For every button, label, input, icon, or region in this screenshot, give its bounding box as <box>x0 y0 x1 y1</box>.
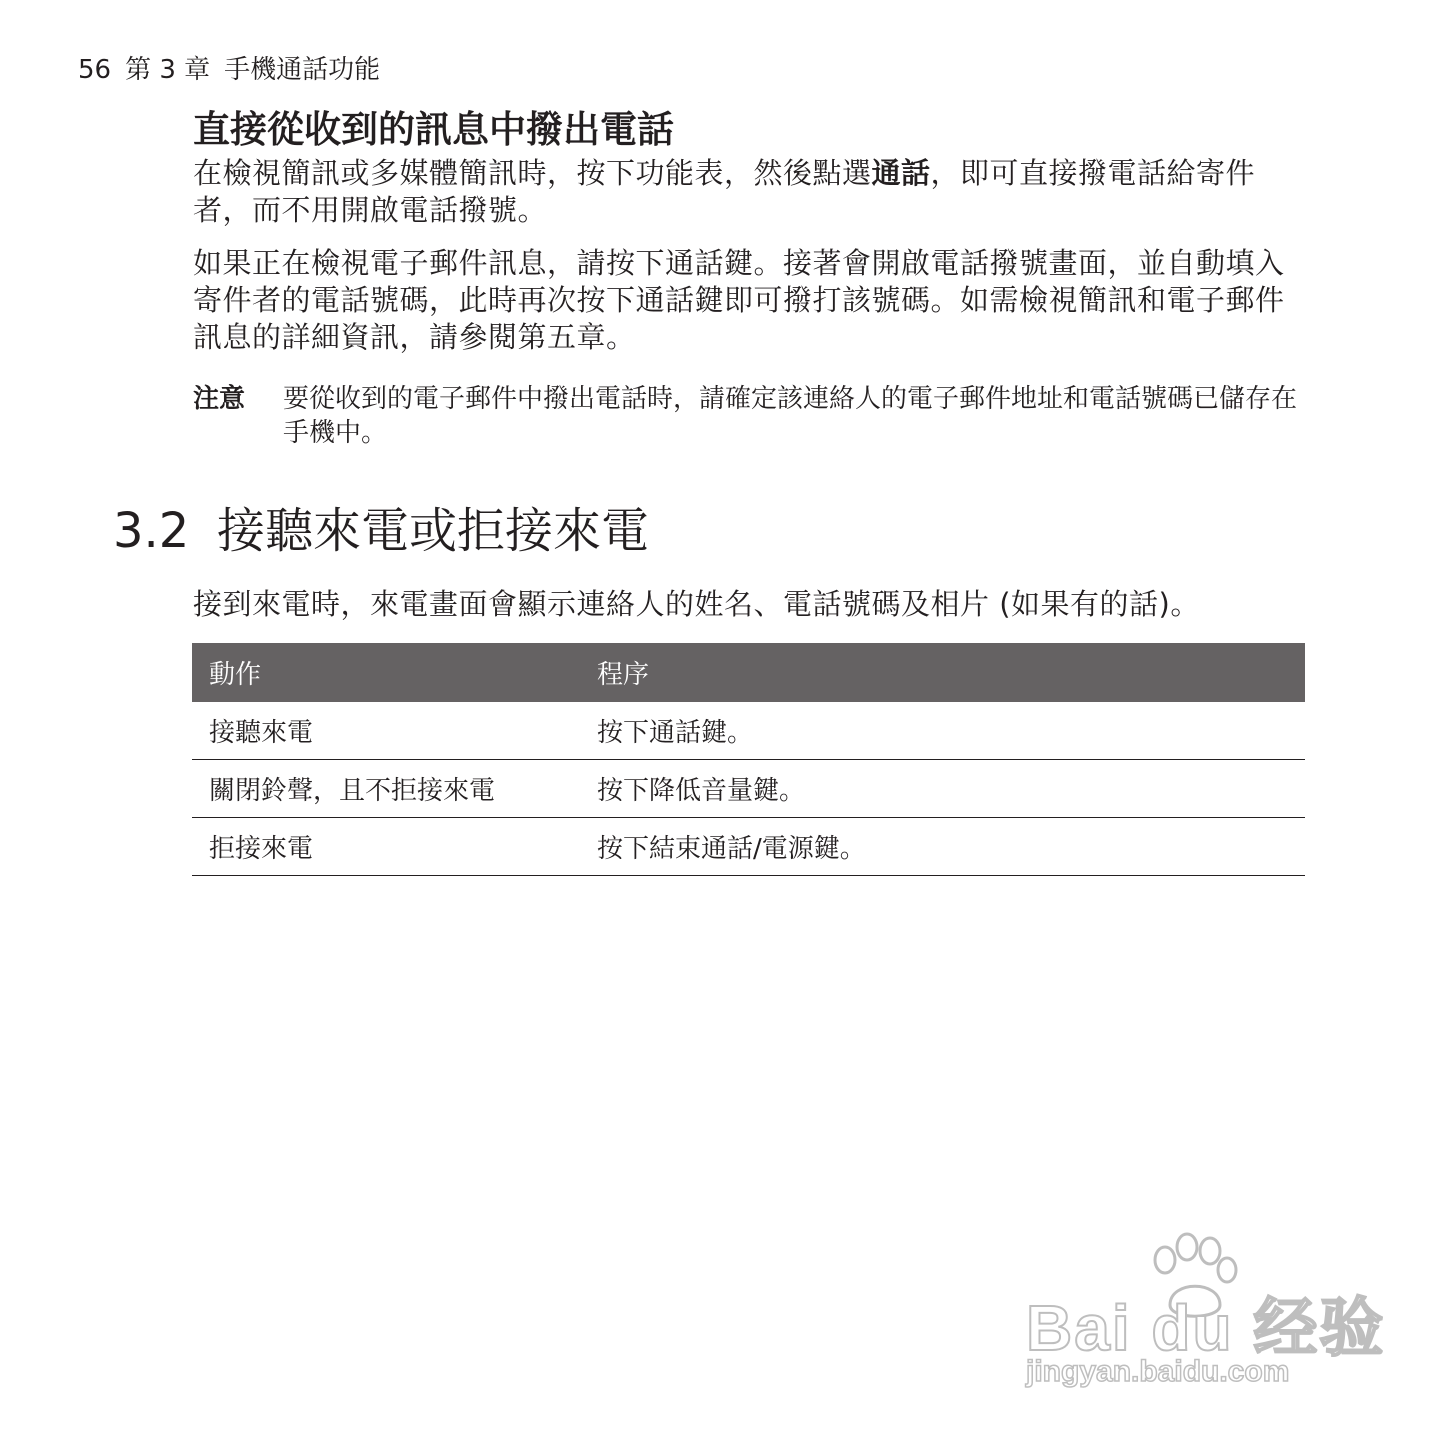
baidu-watermark <box>1020 1225 1386 1395</box>
section-number: 3.2 <box>113 503 190 559</box>
table-header-row <box>192 643 1305 702</box>
call-actions-table <box>192 643 1305 876</box>
table-cell-procedure: 按下結束通話/電源鍵。 <box>580 818 1305 876</box>
incoming-call-intro: 接到來電時，來電畫面會顯示連絡人的姓名、電話號碼及相片 (如果有的話)。 <box>193 587 1200 621</box>
table-row <box>192 702 1305 760</box>
section-heading <box>113 500 649 562</box>
table-row <box>192 760 1305 818</box>
paragraph-menu-call <box>193 155 1308 229</box>
chapter-title: 手機通話功能 <box>224 55 381 85</box>
table-cell-action: 拒接來電 <box>192 818 580 876</box>
paragraph-text: ，即可直接撥電話給寄件者，而不用開啟電話撥號。 <box>193 156 1256 227</box>
column-header-procedure: 程序 <box>580 643 1305 702</box>
paragraph-email-call: 如果正在檢視電子郵件訊息，請按下通話鍵。接著會開啟電話撥號畫面，並自動填入寄件者的電話號碼，此時再次按下通話鍵即可撥打該號碼。如需檢視簡訊和電子郵件訊息的詳細資訊，請參閱第五章。 <box>193 246 1285 354</box>
table-cell-procedure: 按下降低音量鍵。 <box>580 760 1305 818</box>
chapter-number: 第 3 章 <box>125 55 211 85</box>
call-menu-term: 通話 <box>871 156 931 190</box>
table-cell-procedure: 按下通話鍵。 <box>580 702 1305 760</box>
paragraph-text: 在檢視簡訊或多媒體簡訊時，按下功能表，然後點選 <box>193 156 872 190</box>
table-cell-action: 接聽來電 <box>192 702 580 760</box>
page-number: 56 <box>78 55 112 85</box>
note-label: 注意 <box>193 384 246 414</box>
column-header-action: 動作 <box>192 643 580 702</box>
section-title: 直接從收到的訊息中撥出電話 <box>193 108 674 151</box>
section-heading-title: 接聽來電或拒接來電 <box>217 503 650 559</box>
watermark-brand: Bai du 经验 <box>1026 1292 1386 1364</box>
running-header <box>78 52 394 88</box>
watermark-url: jingyan.baidu.com <box>1026 1355 1290 1388</box>
note-text: 要從收到的電子郵件中撥出電話時，請確定該連絡人的電子郵件地址和電話號碼已儲存在手機中。 <box>283 384 1298 448</box>
table-row <box>192 818 1305 876</box>
table-cell-action: 關閉鈴聲，且不拒接來電 <box>192 760 580 818</box>
